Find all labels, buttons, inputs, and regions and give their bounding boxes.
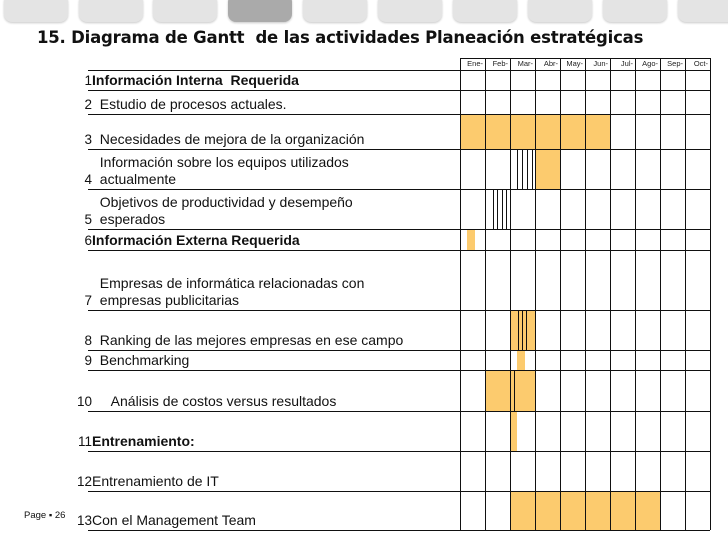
row-number: 12 [76,474,92,489]
grid-vline [510,58,511,530]
row-number: 11 [77,434,92,449]
grid-vline [535,58,536,530]
grid-vline [610,58,611,530]
gantt-sub-line [517,149,518,189]
page-number: Page ▪ 26 [24,510,66,521]
row-label: Análisis de costos versus resultados [92,393,337,409]
row-label: Estudio de procesos actuales. [92,96,287,112]
gantt-sub-line [532,149,533,189]
month-header: Jul- [620,59,633,68]
month-header: Ago- [642,59,658,68]
row-number: 10 [76,394,92,409]
grid-hline [88,370,710,371]
row-label: Objetivos de productividad y desempeño esperados [99,194,353,227]
grid-hline [88,250,710,251]
gantt-sub-line [497,189,498,229]
grid-hline [88,114,710,115]
row-label: Con el Management Team [92,512,256,528]
row-number: 13 [76,513,92,528]
gantt-sub-line [518,310,519,350]
grid-hline [88,411,710,412]
row-number: 2 [84,97,92,112]
grid-hline [88,451,710,452]
slide-tab-strip [0,0,728,26]
row-label: Información Interna Requerida [92,72,299,88]
row-label: Necesidades de mejora de la organización [92,131,365,147]
month-header: Mar- [517,59,533,68]
gantt-sub-line [502,189,503,229]
gantt-bar [467,229,475,250]
gantt-sub-line [514,370,515,411]
row-number: 5 [84,212,92,227]
row-number: 7 [84,293,92,308]
month-header: May- [566,59,583,68]
row-number: 1 [84,73,92,88]
row-label: Ranking de las mejores empresas en ese campo [92,332,404,348]
row-label: Información Externa Requerida [92,232,300,248]
grid-hline [460,58,710,59]
slide-tab [4,0,68,22]
row-number: 8 [84,333,92,348]
row-label: Información sobre los equipos utilizados actualmente [99,154,349,187]
month-header: Abr- [543,59,558,68]
month-header: Oct- [693,59,708,68]
gantt-sub-line [522,310,523,350]
grid-hline [88,350,710,351]
month-header: Feb- [492,59,508,68]
slide-tab [378,0,442,22]
slide-tab [528,0,592,22]
row-label: Empresas de informática relacionadas con empresas publicitarias [99,275,365,308]
grid-hline [88,149,710,150]
month-header: Sep- [667,59,683,68]
gantt-sub-line [526,310,527,350]
grid-hline [88,530,710,531]
grid-hline [88,90,710,91]
grid-hline [88,229,710,230]
gantt-bar [517,350,525,370]
gantt-sub-line [506,189,507,229]
grid-vline [635,58,636,530]
grid-vline [685,58,686,530]
grid-hline [88,310,710,311]
slide-tab [303,0,367,22]
grid-hline [88,491,710,492]
slide-tab [453,0,517,22]
row-number: 3 [84,132,92,147]
slide-tab [79,0,143,22]
slide-tab [603,0,667,22]
gantt-sub-line [493,189,494,229]
grid-vline [710,58,711,530]
row-label: Entrenamiento de IT [92,473,219,489]
month-header: Jun- [593,59,608,68]
row-number: 6 [84,233,92,248]
row-label: Entrenamiento: [92,433,195,449]
grid-vline [485,58,486,530]
grid-vline [660,58,661,530]
row-number: 9 [84,353,92,368]
slide-tab [228,0,292,22]
slide-tab [678,0,728,22]
grid-hline [88,70,710,71]
grid-vline [585,58,586,530]
grid-hline [88,189,710,190]
gantt-sub-line [527,149,528,189]
gantt-bar [510,411,517,451]
row-number: 4 [84,172,92,187]
grid-vline [560,58,561,530]
gantt-bar [535,149,560,189]
slide-title: 15. Diagrama de Gantt de las actividades Planeación estratégicas [37,28,644,47]
gantt-sub-line [522,149,523,189]
month-header: Ene- [467,59,483,68]
row-label: Benchmarking [92,352,190,368]
slide-tab [153,0,217,22]
grid-vline [460,58,461,530]
